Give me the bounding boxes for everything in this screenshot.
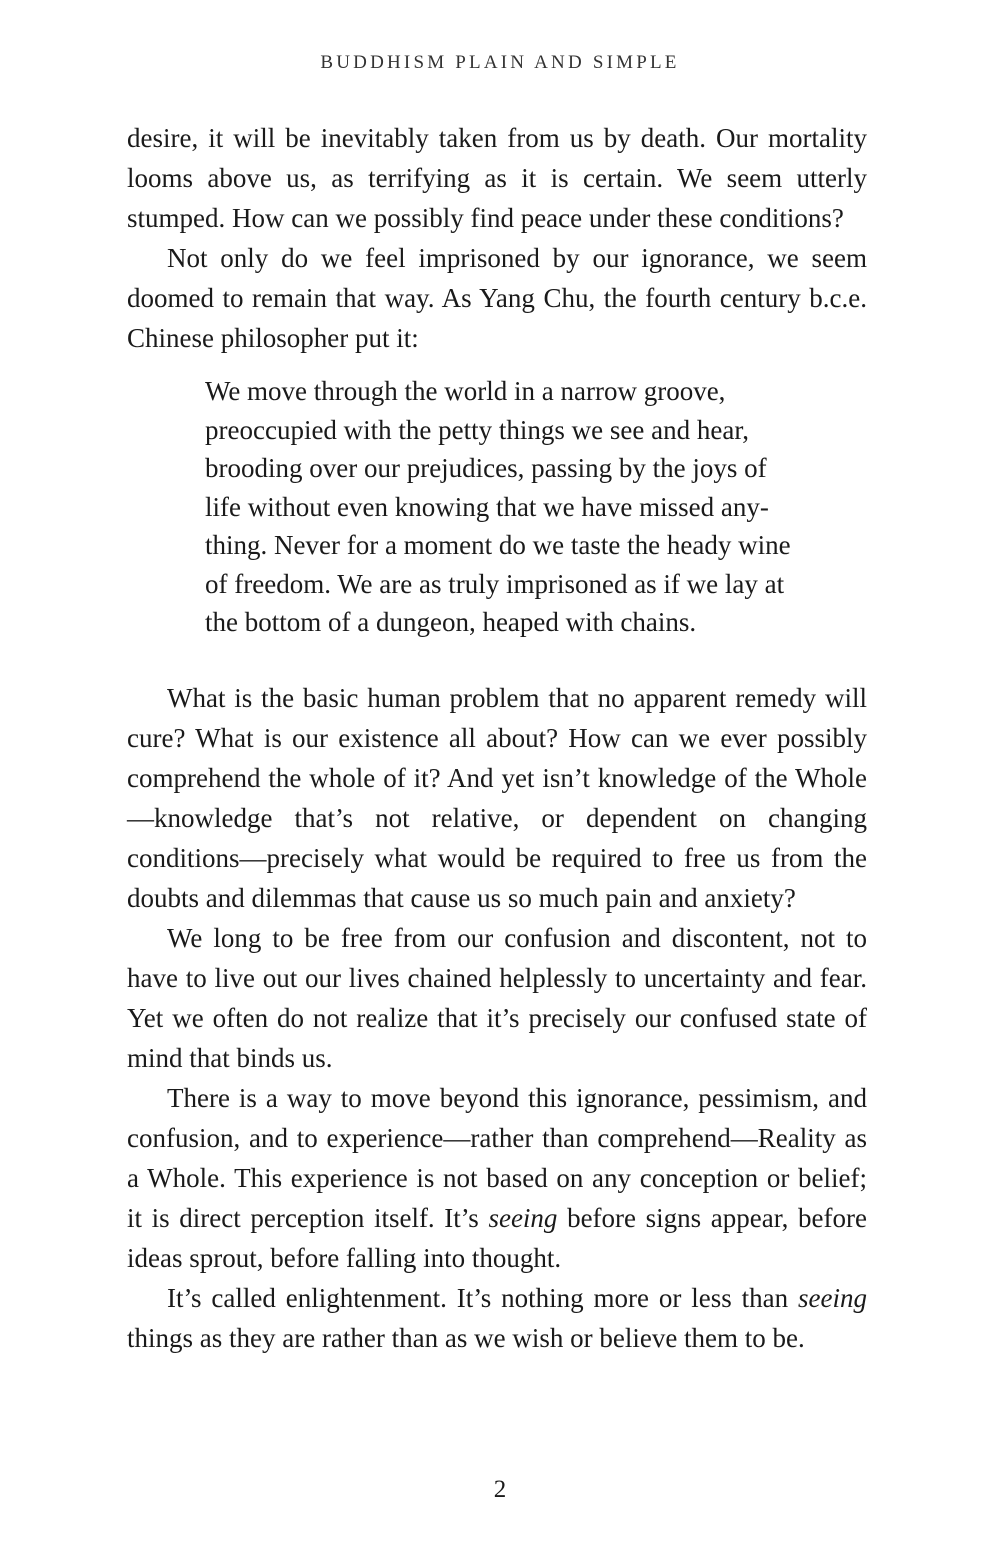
paragraph-2: Not only do we feel imprisoned by our ignorance, we seem doomed to remain that way. As Yang Chu, the fourth century b.c.e. Chinese philosopher put it:: [127, 243, 867, 353]
paragraph-6-part-b: things as they are rather than as we wish or believe them to be.: [127, 1322, 805, 1353]
paragraph-5: [127, 1078, 867, 1278]
paragraph-1: desire, it will be inevitably taken from us by death. Our mortality looms above us, as terrifying as it is certain. We seem utterly stumped. How can we possibly find peace under these conditions?: [127, 123, 867, 233]
paragraph-5-emphasis: seeing: [488, 1202, 558, 1233]
block-quote: [205, 372, 795, 642]
running-head-title: BUDDHISM PLAIN AND SIMPLE: [320, 52, 680, 73]
paragraph-5-part-a: There is a way to move beyond this ignorance, pessimism, and confusion, and to experience—rather than comprehend—Reality as a Whole. This experience is not based on any conception or belief; it is direct perception itself. It’s: [127, 1082, 867, 1233]
paragraph-4: We long to be free from our confusion and discontent, not to have to live out our lives chained helplessly to uncertainty and fear. Yet we often do not realize that it’s precisely our confused state of mind that binds us.: [127, 922, 867, 1073]
paragraph-6-part-a: It’s called enlightenment. It’s nothing more or less than: [167, 1282, 799, 1313]
paragraph-5-part-b: before signs appear, before ideas sprout, before falling into thought.: [127, 1202, 867, 1273]
paragraph-3: What is the basic human problem that no apparent remedy will cure? What is our existence all about? How can we ever possibly comprehend the whole of it? And yet isn’t knowledge of the Whole—knowledge that’s not relative, or dependent on changing conditions—precisely what would be required to free us from the doubts and dilemmas that cause us so much pain and anxiety?: [127, 682, 867, 913]
paragraph-6-emphasis: seeing: [798, 1282, 867, 1313]
page-number: 2: [493, 1476, 507, 1503]
body-text: [127, 118, 867, 1358]
block-quote-text: We move through the world in a narrow groove, preoccupied with the petty things we see and hear, brooding over our prejudices, passing by the joys of life without even knowing that we have missed anything. Never for a moment do we taste the heady wine of freedom. We are as truly imprisoned as if we lay at the bottom of a dungeon, heaped with chains.: [205, 376, 791, 637]
paragraph-6: [127, 1278, 867, 1358]
